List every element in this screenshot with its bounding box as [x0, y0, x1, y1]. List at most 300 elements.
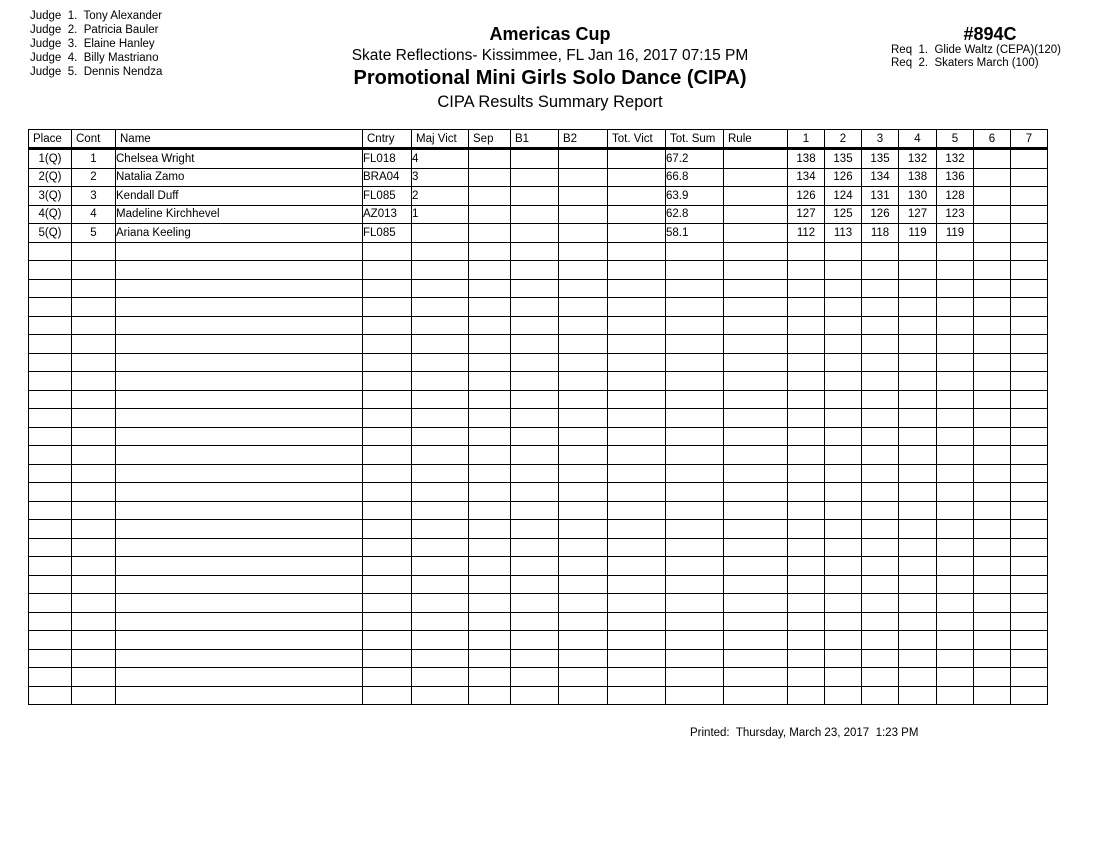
- cell-rule: [724, 224, 788, 243]
- empty-cell: [974, 298, 1011, 317]
- cell-b2: [559, 149, 608, 169]
- empty-row: [29, 612, 1048, 631]
- empty-cell: [862, 483, 899, 502]
- empty-cell: [974, 575, 1011, 594]
- cell-b1: [511, 149, 559, 169]
- empty-cell: [29, 575, 72, 594]
- empty-cell: [511, 372, 559, 391]
- empty-cell: [724, 668, 788, 687]
- empty-cell: [862, 446, 899, 465]
- empty-cell: [724, 686, 788, 705]
- empty-cell: [412, 261, 469, 280]
- empty-cell: [72, 668, 116, 687]
- empty-cell: [511, 612, 559, 631]
- cell-j6: [974, 149, 1011, 169]
- cell-b2: [559, 224, 608, 243]
- empty-cell: [937, 686, 974, 705]
- requirements-list: [891, 44, 1061, 70]
- empty-cell: [72, 427, 116, 446]
- empty-cell: [559, 483, 608, 502]
- empty-cell: [469, 501, 511, 520]
- col-tot-sum: Tot. Sum: [666, 130, 724, 149]
- empty-cell: [412, 242, 469, 261]
- empty-cell: [511, 335, 559, 354]
- empty-cell: [974, 501, 1011, 520]
- empty-cell: [899, 483, 937, 502]
- empty-cell: [559, 668, 608, 687]
- empty-cell: [825, 464, 862, 483]
- empty-cell: [724, 501, 788, 520]
- empty-row: [29, 594, 1048, 613]
- cell-j2: 124: [825, 187, 862, 206]
- empty-cell: [937, 279, 974, 298]
- empty-cell: [862, 353, 899, 372]
- cell-j7: [1011, 168, 1048, 187]
- empty-cell: [974, 631, 1011, 650]
- empty-cell: [72, 464, 116, 483]
- empty-cell: [363, 316, 412, 335]
- empty-cell: [363, 446, 412, 465]
- table-row: [29, 149, 1048, 169]
- empty-cell: [862, 261, 899, 280]
- empty-cell: [412, 594, 469, 613]
- table-row: [29, 187, 1048, 206]
- empty-cell: [72, 372, 116, 391]
- empty-cell: [511, 668, 559, 687]
- cell-j3: 126: [862, 205, 899, 224]
- empty-cell: [899, 446, 937, 465]
- empty-cell: [724, 298, 788, 317]
- empty-cell: [825, 335, 862, 354]
- cell-cont: 4: [72, 205, 116, 224]
- empty-cell: [937, 242, 974, 261]
- cell-j1: 134: [788, 168, 825, 187]
- empty-cell: [469, 335, 511, 354]
- empty-cell: [608, 372, 666, 391]
- empty-cell: [511, 483, 559, 502]
- empty-cell: [666, 483, 724, 502]
- empty-cell: [363, 501, 412, 520]
- empty-cell: [974, 261, 1011, 280]
- cell-place: 5(Q): [29, 224, 72, 243]
- empty-cell: [608, 649, 666, 668]
- cell-sep: [469, 149, 511, 169]
- empty-cell: [608, 557, 666, 576]
- empty-cell: [412, 631, 469, 650]
- empty-cell: [1011, 446, 1048, 465]
- cell-j2: 125: [825, 205, 862, 224]
- empty-cell: [666, 501, 724, 520]
- empty-cell: [511, 446, 559, 465]
- empty-cell: [937, 427, 974, 446]
- empty-cell: [1011, 353, 1048, 372]
- empty-cell: [412, 501, 469, 520]
- empty-cell: [511, 242, 559, 261]
- empty-cell: [788, 501, 825, 520]
- empty-cell: [72, 298, 116, 317]
- empty-cell: [469, 279, 511, 298]
- empty-cell: [937, 390, 974, 409]
- cell-cntry: FL085: [363, 187, 412, 206]
- empty-row: [29, 335, 1048, 354]
- empty-cell: [116, 446, 363, 465]
- empty-cell: [608, 612, 666, 631]
- empty-cell: [862, 298, 899, 317]
- cell-b2: [559, 187, 608, 206]
- empty-cell: [862, 631, 899, 650]
- empty-cell: [825, 353, 862, 372]
- empty-cell: [469, 353, 511, 372]
- empty-cell: [559, 372, 608, 391]
- empty-cell: [363, 594, 412, 613]
- empty-cell: [559, 501, 608, 520]
- empty-cell: [608, 631, 666, 650]
- empty-cell: [724, 353, 788, 372]
- empty-cell: [608, 279, 666, 298]
- empty-row: [29, 501, 1048, 520]
- empty-cell: [788, 316, 825, 335]
- judges-list: [30, 9, 162, 79]
- report-title: CIPA Results Summary Report: [437, 93, 663, 111]
- cell-j3: 131: [862, 187, 899, 206]
- empty-cell: [937, 538, 974, 557]
- class-title: Promotional Mini Girls Solo Dance (CIPA): [353, 67, 747, 89]
- empty-cell: [788, 335, 825, 354]
- empty-cell: [29, 520, 72, 539]
- empty-cell: [72, 686, 116, 705]
- empty-cell: [29, 409, 72, 428]
- empty-cell: [937, 372, 974, 391]
- cell-cntry: FL085: [363, 224, 412, 243]
- empty-cell: [559, 242, 608, 261]
- cell-cntry: BRA04: [363, 168, 412, 187]
- empty-cell: [469, 390, 511, 409]
- empty-cell: [469, 409, 511, 428]
- cell-sep: [469, 168, 511, 187]
- empty-cell: [116, 501, 363, 520]
- empty-cell: [72, 649, 116, 668]
- empty-cell: [724, 372, 788, 391]
- empty-cell: [412, 446, 469, 465]
- empty-row: [29, 242, 1048, 261]
- empty-cell: [724, 557, 788, 576]
- empty-cell: [72, 390, 116, 409]
- empty-cell: [974, 612, 1011, 631]
- cell-j7: [1011, 149, 1048, 169]
- empty-cell: [511, 464, 559, 483]
- empty-cell: [724, 649, 788, 668]
- empty-row: [29, 631, 1048, 650]
- cell-tot-vict: [608, 187, 666, 206]
- empty-cell: [666, 298, 724, 317]
- empty-cell: [937, 409, 974, 428]
- empty-cell: [724, 631, 788, 650]
- empty-cell: [666, 520, 724, 539]
- empty-cell: [29, 557, 72, 576]
- empty-cell: [469, 446, 511, 465]
- empty-cell: [825, 501, 862, 520]
- cell-place: 2(Q): [29, 168, 72, 187]
- empty-cell: [469, 631, 511, 650]
- empty-cell: [469, 594, 511, 613]
- empty-cell: [511, 279, 559, 298]
- cell-name: Ariana Keeling: [116, 224, 363, 243]
- empty-cell: [1011, 575, 1048, 594]
- empty-cell: [666, 649, 724, 668]
- empty-cell: [29, 261, 72, 280]
- empty-cell: [363, 298, 412, 317]
- empty-cell: [825, 316, 862, 335]
- empty-cell: [29, 594, 72, 613]
- empty-cell: [511, 631, 559, 650]
- cell-cont: 2: [72, 168, 116, 187]
- empty-cell: [29, 335, 72, 354]
- requirement-1: Req 1. Glide Waltz (CEPA)(120): [891, 44, 1061, 56]
- col-rule: Rule: [724, 130, 788, 149]
- empty-cell: [788, 483, 825, 502]
- empty-cell: [937, 501, 974, 520]
- empty-cell: [116, 557, 363, 576]
- empty-cell: [29, 316, 72, 335]
- empty-cell: [412, 353, 469, 372]
- empty-cell: [412, 409, 469, 428]
- empty-cell: [666, 575, 724, 594]
- empty-cell: [29, 501, 72, 520]
- empty-cell: [511, 649, 559, 668]
- empty-cell: [412, 464, 469, 483]
- cell-j6: [974, 168, 1011, 187]
- empty-cell: [724, 316, 788, 335]
- cell-j1: 126: [788, 187, 825, 206]
- cell-j2: 135: [825, 149, 862, 169]
- empty-cell: [363, 520, 412, 539]
- empty-cell: [511, 409, 559, 428]
- empty-cell: [1011, 612, 1048, 631]
- empty-cell: [608, 316, 666, 335]
- col-judge-2: 2: [825, 130, 862, 149]
- empty-cell: [363, 335, 412, 354]
- empty-cell: [862, 427, 899, 446]
- empty-cell: [608, 538, 666, 557]
- empty-cell: [825, 483, 862, 502]
- empty-cell: [788, 612, 825, 631]
- empty-cell: [72, 557, 116, 576]
- empty-cell: [937, 316, 974, 335]
- col-judge-5: 5: [937, 130, 974, 149]
- empty-cell: [1011, 464, 1048, 483]
- empty-cell: [825, 631, 862, 650]
- empty-cell: [559, 520, 608, 539]
- empty-cell: [862, 372, 899, 391]
- col-judge-6: 6: [974, 130, 1011, 149]
- cell-j6: [974, 205, 1011, 224]
- empty-cell: [666, 557, 724, 576]
- results-table: [28, 129, 1048, 705]
- empty-row: [29, 557, 1048, 576]
- empty-cell: [862, 557, 899, 576]
- empty-cell: [1011, 279, 1048, 298]
- empty-cell: [974, 409, 1011, 428]
- printed-timestamp: Printed: Thursday, March 23, 2017 1:23 PM: [690, 727, 919, 739]
- empty-cell: [412, 575, 469, 594]
- empty-cell: [363, 612, 412, 631]
- empty-cell: [899, 557, 937, 576]
- empty-cell: [29, 686, 72, 705]
- empty-cell: [862, 594, 899, 613]
- empty-row: [29, 372, 1048, 391]
- cell-j2: 113: [825, 224, 862, 243]
- empty-cell: [363, 631, 412, 650]
- cell-j4: 138: [899, 168, 937, 187]
- empty-cell: [72, 483, 116, 502]
- empty-cell: [559, 594, 608, 613]
- cell-name: Kendall Duff: [116, 187, 363, 206]
- col-b1: B1: [511, 130, 559, 149]
- empty-cell: [1011, 520, 1048, 539]
- col-judge-4: 4: [899, 130, 937, 149]
- cell-rule: [724, 168, 788, 187]
- empty-cell: [412, 668, 469, 687]
- judge-2: Judge 2. Patricia Bauler: [30, 24, 159, 36]
- cell-cntry: FL018: [363, 149, 412, 169]
- empty-cell: [29, 353, 72, 372]
- empty-cell: [862, 390, 899, 409]
- cell-cont: 1: [72, 149, 116, 169]
- cell-sep: [469, 187, 511, 206]
- event-id: #894C: [963, 24, 1017, 44]
- cell-j3: 135: [862, 149, 899, 169]
- col-cntry: Cntry: [363, 130, 412, 149]
- empty-cell: [511, 353, 559, 372]
- empty-cell: [608, 520, 666, 539]
- cell-j4: 130: [899, 187, 937, 206]
- venue-date: Skate Reflections- Kissimmee, FL Jan 16, 2017 07:15 PM: [351, 47, 749, 64]
- empty-cell: [608, 298, 666, 317]
- empty-cell: [363, 372, 412, 391]
- empty-cell: [412, 279, 469, 298]
- empty-cell: [825, 538, 862, 557]
- cell-j2: 126: [825, 168, 862, 187]
- empty-cell: [469, 483, 511, 502]
- cell-name: Natalia Zamo: [116, 168, 363, 187]
- empty-cell: [724, 483, 788, 502]
- empty-cell: [511, 520, 559, 539]
- empty-cell: [788, 372, 825, 391]
- empty-cell: [825, 668, 862, 687]
- empty-cell: [511, 594, 559, 613]
- empty-cell: [72, 261, 116, 280]
- empty-cell: [511, 538, 559, 557]
- empty-cell: [666, 686, 724, 705]
- empty-cell: [116, 335, 363, 354]
- empty-cell: [788, 390, 825, 409]
- empty-cell: [724, 335, 788, 354]
- cell-j4: 119: [899, 224, 937, 243]
- empty-cell: [608, 483, 666, 502]
- empty-cell: [72, 612, 116, 631]
- empty-cell: [862, 316, 899, 335]
- empty-cell: [825, 298, 862, 317]
- empty-cell: [412, 372, 469, 391]
- empty-cell: [974, 464, 1011, 483]
- table-row: [29, 224, 1048, 243]
- empty-cell: [363, 668, 412, 687]
- cell-j7: [1011, 224, 1048, 243]
- cell-j1: 138: [788, 149, 825, 169]
- empty-cell: [116, 631, 363, 650]
- empty-cell: [511, 427, 559, 446]
- empty-cell: [116, 427, 363, 446]
- cell-tot-vict: [608, 224, 666, 243]
- empty-row: [29, 520, 1048, 539]
- empty-cell: [899, 409, 937, 428]
- empty-cell: [825, 557, 862, 576]
- empty-cell: [937, 594, 974, 613]
- empty-cell: [363, 427, 412, 446]
- empty-cell: [862, 520, 899, 539]
- empty-cell: [862, 464, 899, 483]
- empty-cell: [899, 261, 937, 280]
- empty-cell: [363, 353, 412, 372]
- empty-cell: [899, 316, 937, 335]
- empty-cell: [724, 427, 788, 446]
- empty-cell: [974, 446, 1011, 465]
- empty-cell: [724, 261, 788, 280]
- empty-cell: [937, 483, 974, 502]
- empty-cell: [899, 668, 937, 687]
- empty-cell: [937, 612, 974, 631]
- empty-cell: [1011, 649, 1048, 668]
- empty-cell: [862, 242, 899, 261]
- empty-cell: [608, 594, 666, 613]
- empty-cell: [899, 242, 937, 261]
- empty-cell: [788, 464, 825, 483]
- cell-place: 4(Q): [29, 205, 72, 224]
- cell-j6: [974, 224, 1011, 243]
- empty-cell: [1011, 631, 1048, 650]
- empty-cell: [72, 594, 116, 613]
- empty-cell: [469, 427, 511, 446]
- empty-cell: [412, 686, 469, 705]
- col-tot-vict: Tot. Vict: [608, 130, 666, 149]
- cell-tot-vict: [608, 205, 666, 224]
- empty-cell: [666, 538, 724, 557]
- empty-cell: [116, 575, 363, 594]
- empty-cell: [666, 464, 724, 483]
- empty-cell: [29, 242, 72, 261]
- empty-cell: [937, 668, 974, 687]
- empty-cell: [724, 538, 788, 557]
- empty-cell: [899, 501, 937, 520]
- empty-cell: [469, 520, 511, 539]
- empty-cell: [937, 464, 974, 483]
- empty-cell: [608, 390, 666, 409]
- empty-cell: [825, 520, 862, 539]
- empty-cell: [1011, 409, 1048, 428]
- empty-cell: [899, 594, 937, 613]
- empty-cell: [469, 668, 511, 687]
- cell-j5: 132: [937, 149, 974, 169]
- cell-rule: [724, 187, 788, 206]
- empty-cell: [412, 483, 469, 502]
- empty-cell: [412, 557, 469, 576]
- empty-cell: [559, 316, 608, 335]
- empty-cell: [899, 649, 937, 668]
- table-row: [29, 205, 1048, 224]
- empty-cell: [511, 390, 559, 409]
- empty-cell: [937, 520, 974, 539]
- empty-cell: [363, 409, 412, 428]
